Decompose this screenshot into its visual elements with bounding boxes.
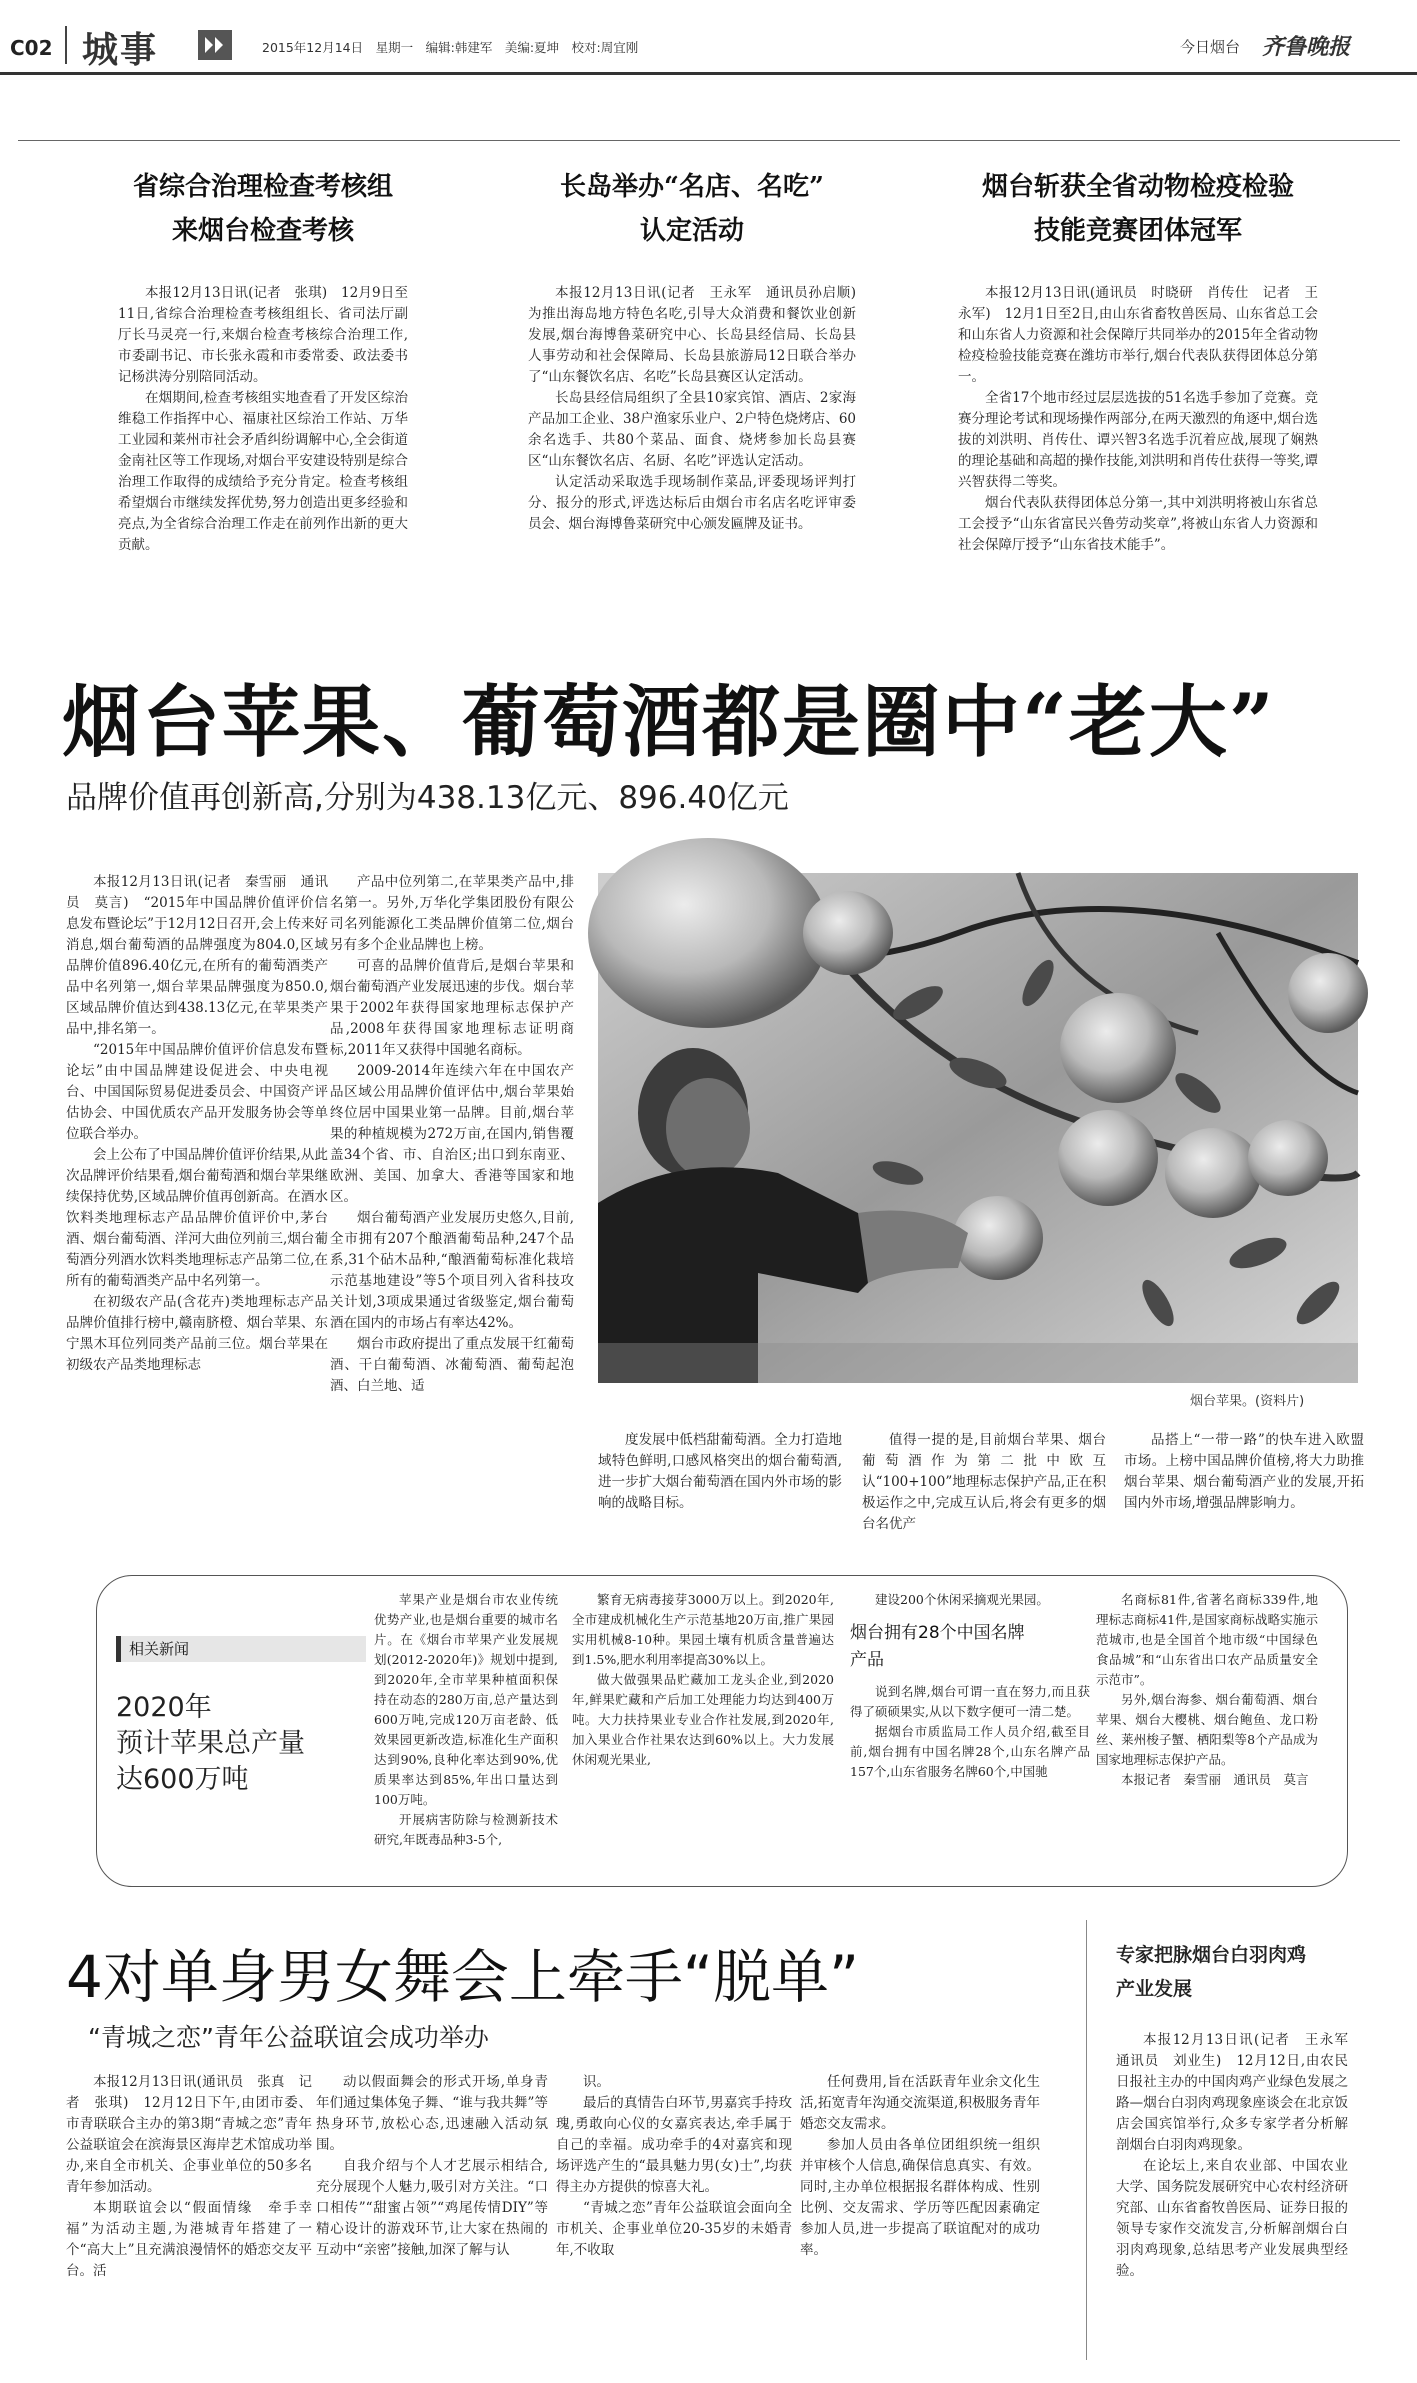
main-headline: 烟台苹果、葡萄酒都是圈中“老大” [62, 677, 1276, 768]
paragraph: 说到名牌,烟台可谓一直在努力,而且获得了硕硕果实,从以下数字便可一清二楚。 [850, 1684, 1090, 1719]
paragraph: 烟台代表队获得团体总分第一,其中刘洪明将被山东省总工会授予“山东省富民兴鲁劳动奖章”,将被山东省人力资源和社会保障厅授予“山东省技术能手”。 [958, 495, 1318, 553]
paragraph: 建设200个休闲采摘观光果园。 [875, 1592, 1049, 1607]
page-code: C02 [10, 36, 53, 60]
paragraph: 本报12月13日讯(记者 王永军 通讯员孙启顺) 为推出海岛地方特色名吃,引导大众消费和餐饮业创新发展,烟台海博鲁菜研究中心、长岛县经信局、长岛县人事劳动和社会保障局、长岛县旅游局12日联合举办了“山东餐饮名店、名吃”长岛县赛区认定活动。 [528, 285, 870, 385]
section-title: 城事 [82, 30, 159, 71]
dance-column-2 [316, 2072, 548, 2372]
paragraph: 在论坛上,来自农业部、中国农业大学、国务院发展研究中心农村经济研究部、山东省畜牧兽医局、证券日报的领导专家作交流发言,分析解剖烟台白羽肉鸡现象,总结思考产业发展典型经验。 [1116, 2158, 1348, 2279]
paragraph: 动以假面舞会的形式开场,单身青年们通过集体兔子舞、“谁与我共舞”等热身环节,放松心态,迅速融入活动氛围。 [316, 2074, 548, 2153]
brand-logo: 齐鲁晚报 [1262, 34, 1351, 60]
apple-photo [598, 873, 1358, 1383]
header-divider [65, 26, 67, 64]
article-changdao [528, 165, 870, 603]
related-news-title [116, 1690, 305, 1798]
paragraph: 最后的真情告白环节,男嘉宾手持玫瑰,勇敢向心仪的女嘉宾表达,牵手属于自己的幸福。成功牵手的4对嘉宾和现场评选产生的“最具魅力男(女)士”,均获得主办方提供的惊喜大礼。 [556, 2095, 792, 2195]
related-news-label [116, 1636, 366, 1662]
related-column-2 [572, 1590, 834, 1875]
paragraph: 全省17个地市经过层层选拔的51名选手参加了竞赛。竞赛分理论考试和现场操作两部分,在两天激烈的角逐中,烟台选拔的刘洪明、肖传仕、谭兴智3名选手沉着应战,展现了娴熟的理论基础和高超的操作技能,刘洪明和肖传仕获得一等奖,谭兴智获得二等奖。 [958, 390, 1318, 490]
title-line: 来烟台检查考核 [171, 216, 354, 246]
expert-title [1116, 1938, 1306, 2006]
paragraph: 在初级农产品(含花卉)类地理标志产品品牌价值排行榜中,赣南脐橙、烟台苹果、东宁黑木耳位列同类产品前三位。烟台苹果在初级农产品类地理标志 [66, 1294, 328, 1373]
paragraph: “2015年中国品牌价值评价信息发布暨论坛”由中国品牌建设促进会、中央电视台、中国国际贸易促进委员会、中国资产评估协会、中国优质农产品开发服务协会等单位联合举办。 [66, 1042, 328, 1142]
related-news-label-text: 相关新闻 [129, 1640, 190, 1658]
subheading-line: 烟台拥有28个中国名牌 [850, 1623, 1025, 1643]
article-body [118, 283, 408, 603]
title-line: 技能竞赛团体冠军 [1033, 216, 1242, 246]
title-line: 达600万吨 [116, 1764, 249, 1795]
title-line: 预计苹果总产量 [116, 1728, 305, 1759]
main-column-2 [330, 872, 574, 1532]
paragraph: 认定活动采取选手现场制作菜品,评委现场评判打分、报分的形式,评选达标后由烟台市名店名吃评审委员会、烟台海博鲁菜研究中心颁发匾牌及证书。 [528, 474, 856, 532]
paragraph: 另外,烟台海参、烟台葡萄酒、烟台苹果、烟台大樱桃、烟台鲍鱼、龙口粉丝、莱州梭子蟹、栖阳梨等8个产品成为国家地理标志保护产品。 [1096, 1692, 1318, 1767]
paragraph: 本报12月13日讯(记者 王永军 通讯员 刘业生) 12月12日,由农民日报社主办的中国肉鸡产业绿色发展之路—烟台白羽肉鸡现象座谈会在北京饭店会国宾馆举行,众多专家学者分析解剖烟台白羽肉鸡现象。 [1116, 2032, 1362, 2153]
header-rule [0, 72, 1417, 75]
paragraph: 开展病害防除与检测新技术研究,年既毒品种3-5个, [374, 1812, 558, 1847]
subheading-line: 产品 [850, 1650, 884, 1670]
main-subheadline: 品牌价值再创新高,分别为438.13亿元、896.40亿元 [66, 780, 789, 816]
article-body [958, 283, 1318, 603]
article-quarantine [958, 165, 1318, 603]
paragraph: 度发展中低档甜葡萄酒。全力打造地域特色鲜明,口感风格突出的烟台葡萄酒,进一步扩大烟台葡萄酒在国内外市场的影响的战略目标。 [598, 1432, 842, 1511]
paragraph: 本报12月13日讯(通讯员 张真 记者 张琪) 12月12日下午,由团市委、市青联联合主办的第3期“青城之恋”青年公益联谊会在滨海景区海岸艺术馆成功举办,来自全市机关、企事业单位的50多名青年参加活动。 [66, 2074, 312, 2195]
paragraph: 本报12月13日讯(记者 张琪) 12月9日至11日,省综合治理检查考核组组长、省司法厅副厅长马灵亮一行,来烟台检查考核综合治理工作,市委副书记、市长张永霞和市委常委、政法委书记杨洪涛分别陪同活动。 [118, 285, 408, 385]
related-body [850, 1682, 1090, 1782]
photo-caption: 烟台苹果。(资料片) [1190, 1394, 1305, 1409]
section-arrow-icon [198, 30, 232, 60]
title-line: 专家把脉烟台白羽肉鸡 [1116, 1944, 1307, 1966]
article-title [118, 165, 408, 253]
paragraph: 参加人员由各单位团组织统一组织并审核个人信息,确保信息真实、有效。同时,主办单位根据报名群体构成、性别比例、交友需求、学历等匹配因素确定参加人员,进一步提高了联谊配对的成功率。 [800, 2137, 1040, 2258]
paragraph: 做大做强果品贮藏加工龙头企业,到2020年,鲜果贮藏和产后加工处理能力均达到400万吨。大力扶持果业专业合作社发展,到2020年,加入果业合作社果农达到60%以上。大力发展休闲观光果业, [572, 1672, 834, 1767]
paragraph: 本报记者 秦雪丽 通讯员 莫言 [1121, 1772, 1309, 1787]
expert-divider [1086, 1920, 1087, 2360]
dance-column-1 [66, 2072, 312, 2372]
dance-headline: 4对单身男女舞会上牵手“脱单” [66, 1943, 859, 2011]
title-line: 烟台斩获全省动物检疫检验 [981, 172, 1294, 202]
title-line: 2020年 [116, 1692, 212, 1723]
paragraph: 长岛县经信局组织了全县10家宾馆、酒店、2家海产品加工企业、38户渔家乐业户、2户特色烧烤店、60余名选手、共80个菜品、面食、烧烤参加长岛县赛区“山东餐饮名店、名厨、名吃”评选认定活动。 [528, 390, 856, 469]
title-line: 产业发展 [1116, 1978, 1193, 2000]
paragraph: 烟台葡萄酒产业发展历史悠久,目前,全市拥有207个酿酒葡萄品种,247个品系,31个砧木品种,“酿酒葡萄标准化栽培示范基地建设”等5个项目列入省科技攻关计划,3项成果通过省级鉴定,烟台葡萄酒在国内的市场占有率达42%。 [330, 1210, 574, 1331]
paragraph: 本报12月13日讯(通讯员 时晓研 肖传仕 记者 王永军) 12月1日至2日,由山东省畜牧兽医局、山东省总工会和山东省人力资源和社会保障厅共同举办的2015年全省动物检疫检验技能竞赛在潍坊市举行,烟台代表队获得团体总分第一。 [958, 285, 1318, 385]
label-bar [116, 1636, 121, 1662]
dance-column-4 [800, 2072, 1040, 2372]
related-column-4 [1096, 1590, 1318, 1875]
paragraph: 本报12月13日讯(记者 秦雪丽 通讯员 莫言) “2015年中国品牌价值评价信息发布暨论坛”于12月12日召开,会上传来好消息,烟台葡萄酒的品牌强度为804.0,区域品牌价值896.40亿元,在所有的葡萄酒类产品中名列第一,烟台苹果品牌强度为850.0,区域品牌价值达到438.13亿元,在苹果类产品中,排名第一。 [66, 874, 328, 1037]
article-body [528, 283, 870, 603]
paragraph: 会上公布了中国品牌价值评价结果,从此次品牌评价结果看,烟台葡萄酒和烟台苹果继续保持优势,区域品牌价值再创新高。在酒水饮料类地理标志产品品牌价值评价中,茅台酒、烟台葡萄酒、洋河大曲位列前三,烟台葡萄酒分列酒水饮料类地理标志产品第二位,在所有的葡萄酒类产品中名列第一。 [66, 1147, 328, 1289]
main-column-3 [598, 1430, 842, 1540]
paragraph: 任何费用,旨在活跃青年业余文化生活,拓宽青年沟通交流渠道,积极服务青年婚恋交友需求。 [800, 2074, 1040, 2132]
article-title [958, 165, 1318, 253]
paragraph: 本期联谊会以“假面情缘 牵手幸福”为活动主题,为港城青年搭建了一个“高大上”且充满浪漫情怀的婚恋交友平台。活 [66, 2200, 312, 2279]
top-rule [18, 140, 1400, 141]
paragraph: “青城之恋”青年公益联谊会面向全市机关、企事业单位20-35岁的未婚青年,不收取 [556, 2200, 792, 2258]
main-column-1 [66, 872, 328, 1532]
title-line: 认定活动 [639, 216, 744, 246]
related-subheading [850, 1620, 1090, 1674]
dance-subheadline: “青城之恋”青年公益联谊会成功举办 [88, 2023, 489, 2052]
article-inspection [118, 165, 408, 603]
paragraph: 2009-2014年连续六年在中国农产品区域公用品牌价值评估中,烟台苹果始终位居中国果业第一品牌。目前,烟台苹果的种植规模为272万亩,在国内,销售覆盖34个省、市、自治区;出口到东南亚、欧洲、美国、加拿大、香港等国家和地区。 [330, 1063, 574, 1205]
main-column-4 [862, 1430, 1106, 1540]
expert-body [1116, 2030, 1362, 2375]
title-line: 长岛举办“名店、名吃” [560, 172, 824, 202]
main-column-5 [1124, 1430, 1364, 1540]
header-city: 今日烟台 [1180, 38, 1241, 56]
dance-column-3 [556, 2072, 792, 2372]
paragraph: 识。 [583, 2074, 610, 2090]
paragraph: 品搭上“一带一路”的快车进入欧盟市场。上榜中国品牌价值榜,将大力助推烟台苹果、烟台葡萄酒产业的发展,开拓国内外市场,增强品牌影响力。 [1124, 1432, 1364, 1511]
paragraph: 自我介绍与个人才艺展示相结合,充分展现个人魅力,吸引对方关注。“口口相传”“甜蜜占领”“鸡尾传情DIY”等精心设计的游戏环节,让大家在热闹的互动中“亲密”接触,加深了解与认 [316, 2158, 548, 2258]
paragraph: 在烟期间,检查考核组实地查看了开发区综治维稳工作指挥中心、福康社区综治工作站、万华工业园和莱州市社会矛盾纠纷调解中心,全会街道金南社区等工作现场,对烟台平安建设特别是综合治理工作取得的成绩给予充分肯定。检查考核组希望烟台市继续发挥优势,努力创造出更多经验和亮点,为全省综合治理工作走在前列作出新的更大贡献。 [118, 390, 408, 553]
paragraph: 繁育无病毒接芽3000万以上。到2020年,全市建成机械化生产示范基地20万亩,推广果园实用机械8-10种。果园土壤有机质含量普遍达到1.5%,肥水利用率提高30%以上。 [572, 1592, 834, 1667]
paragraph: 据烟台市质监局工作人员介绍,截至目前,烟台拥有中国名牌28个,山东名牌产品157个,山东省服务名牌60个,中国驰 [850, 1724, 1090, 1779]
paragraph: 苹果产业是烟台市农业传统优势产业,也是烟台重要的城市名片。在《烟台市苹果产业发展规划(2012-2020年)》规划中提到,到2020年,全市苹果种植面积保持在动态的280万亩,总产量达到600万吨,完成120万亩老龄、低效果园更新改造,标准化生产面积达到90%,良种化率达到90%,优质果率达到85%,年出口量达到100万吨。 [374, 1592, 558, 1807]
paragraph: 产品中位列第二,在苹果类产品中,排名第一。另外,万华化学集团股份有限公司名列能源化工类品牌价值第二位,烟台另有多个企业品牌也上榜。 [330, 874, 574, 953]
title-line: 省综合治理检查考核组 [132, 172, 393, 202]
header-meta: 2015年12月14日 星期一 编辑:韩建军 美编:夏坤 校对:周宜刚 [262, 40, 639, 55]
related-column-1 [374, 1590, 558, 1875]
paragraph: 可喜的品牌价值背后,是烟台苹果和烟台葡萄酒产业发展迅速的步伐。烟台苹果于2002年获得国家地理标志保护产品,2008年获得国家地理标志证明商标,2011年又获得中国驰名商标。 [330, 958, 574, 1058]
related-column-3 [850, 1590, 1090, 1875]
paragraph: 值得一提的是,目前烟台苹果、烟台葡萄酒作为第二批中欧互认“100+100”地理标志保护产品,正在积极运作之中,完成互认后,将会有更多的烟台名优产 [862, 1432, 1106, 1532]
article-title [528, 165, 856, 253]
paragraph: 名商标81件,省著名商标339件,地理标志商标41件,是国家商标战略实施示范城市,也是全国首个地市级“中国绿色食品城”和“山东省出口农产品质量安全示范市”。 [1096, 1592, 1318, 1687]
paragraph: 烟台市政府提出了重点发展干红葡萄酒、干白葡萄酒、冰葡萄酒、葡萄起泡酒、白兰地、适 [330, 1336, 574, 1394]
